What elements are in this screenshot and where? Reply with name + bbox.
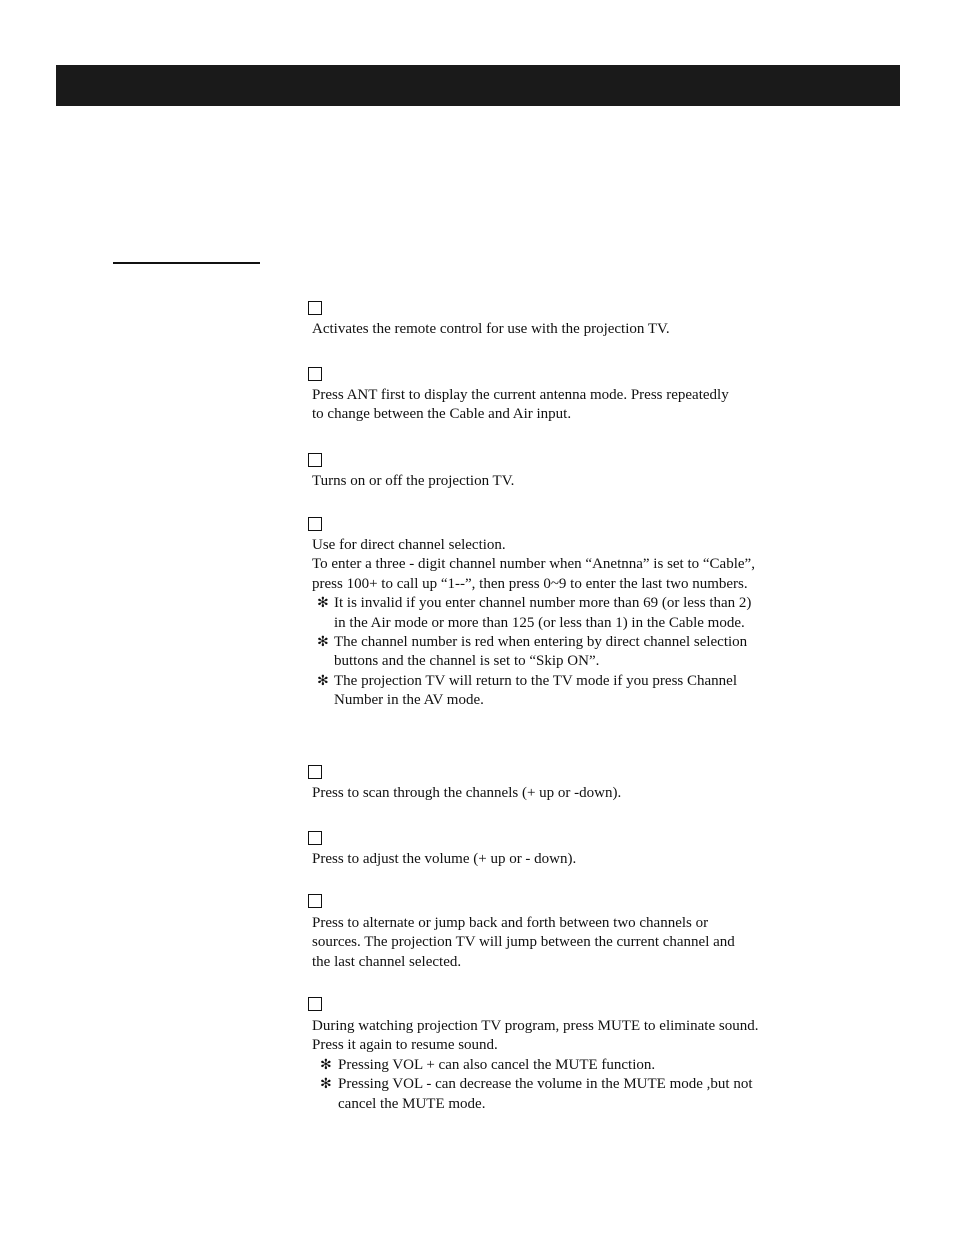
note	[312, 672, 812, 711]
item-text-line: Press to scan through the channels (+ up or -down).	[312, 785, 622, 801]
item-text-line: Press to alternate or jump back and forth between two channels or	[312, 915, 709, 931]
section-rule	[113, 262, 260, 264]
label-box	[308, 765, 322, 779]
note-line: Pressing VOL - can decrease the volume in the MUTE mode ,but not	[338, 1076, 753, 1093]
item-recall	[312, 894, 812, 972]
item-vol	[312, 831, 812, 869]
note-line: cancel the MUTE mode.	[338, 1095, 486, 1112]
item-text-line: sources. The projection TV will jump between the current channel and	[312, 934, 735, 951]
note-line: The channel number is red when entering by direct channel selection	[334, 634, 748, 651]
item-mute	[312, 997, 812, 1114]
item-channel-number	[312, 517, 812, 711]
note-line: buttons and the channel is set to “Skip ON”.	[334, 653, 600, 670]
item-text-line: press 100+ to call up “1--”, then press 0~9 to enter the last two numbers.	[312, 575, 748, 592]
item-text-line: Press to adjust the volume (+ up or - down).	[312, 851, 577, 867]
item-tv	[312, 301, 812, 339]
asterisk-icon: ✻	[317, 672, 329, 689]
note	[312, 594, 812, 633]
item-text-line: Use for direct channel selection.	[312, 537, 506, 553]
asterisk-icon: ✻	[320, 1056, 332, 1073]
asterisk-icon: ✻	[320, 1076, 332, 1093]
label-box	[308, 453, 322, 467]
item-text-line: To enter a three - digit channel number when “Anetnna” is set to “Cable”,	[312, 556, 755, 573]
item-text-line: Press ANT first to display the current antenna mode. Press repeatedly	[312, 387, 729, 403]
item-text-line: the last channel selected.	[312, 953, 462, 970]
item-power	[312, 453, 812, 491]
note	[312, 1075, 812, 1114]
item-ant	[312, 367, 812, 425]
item-text-line: Turns on or off the projection TV.	[312, 473, 515, 489]
note	[312, 1056, 812, 1075]
item-text-line: During watching projection TV program, press MUTE to eliminate sound.	[312, 1018, 759, 1034]
note-line: It is invalid if you enter channel number more than 69 (or less than 2)	[334, 595, 752, 612]
header-bar	[56, 65, 900, 106]
label-box	[308, 517, 322, 531]
label-box	[308, 894, 322, 908]
label-box	[308, 831, 322, 845]
item-text-line: Activates the remote control for use with the projection TV.	[312, 321, 670, 337]
note-line: Number in the AV mode.	[334, 692, 484, 709]
item-text-line: to change between the Cable and Air input.	[312, 406, 572, 423]
item-ch	[312, 765, 812, 803]
label-box	[308, 301, 322, 315]
note	[312, 633, 812, 672]
asterisk-icon: ✻	[317, 634, 329, 651]
note-line: The projection TV will return to the TV mode if you press Channel	[334, 672, 737, 689]
label-box	[308, 367, 322, 381]
item-text-line: Press it again to resume sound.	[312, 1037, 498, 1054]
note-line: in the Air mode or more than 125 (or less than 1) in the Cable mode.	[334, 614, 745, 631]
note-line: Pressing VOL + can also cancel the MUTE function.	[338, 1056, 656, 1073]
label-box	[308, 997, 322, 1011]
asterisk-icon: ✻	[317, 595, 329, 612]
